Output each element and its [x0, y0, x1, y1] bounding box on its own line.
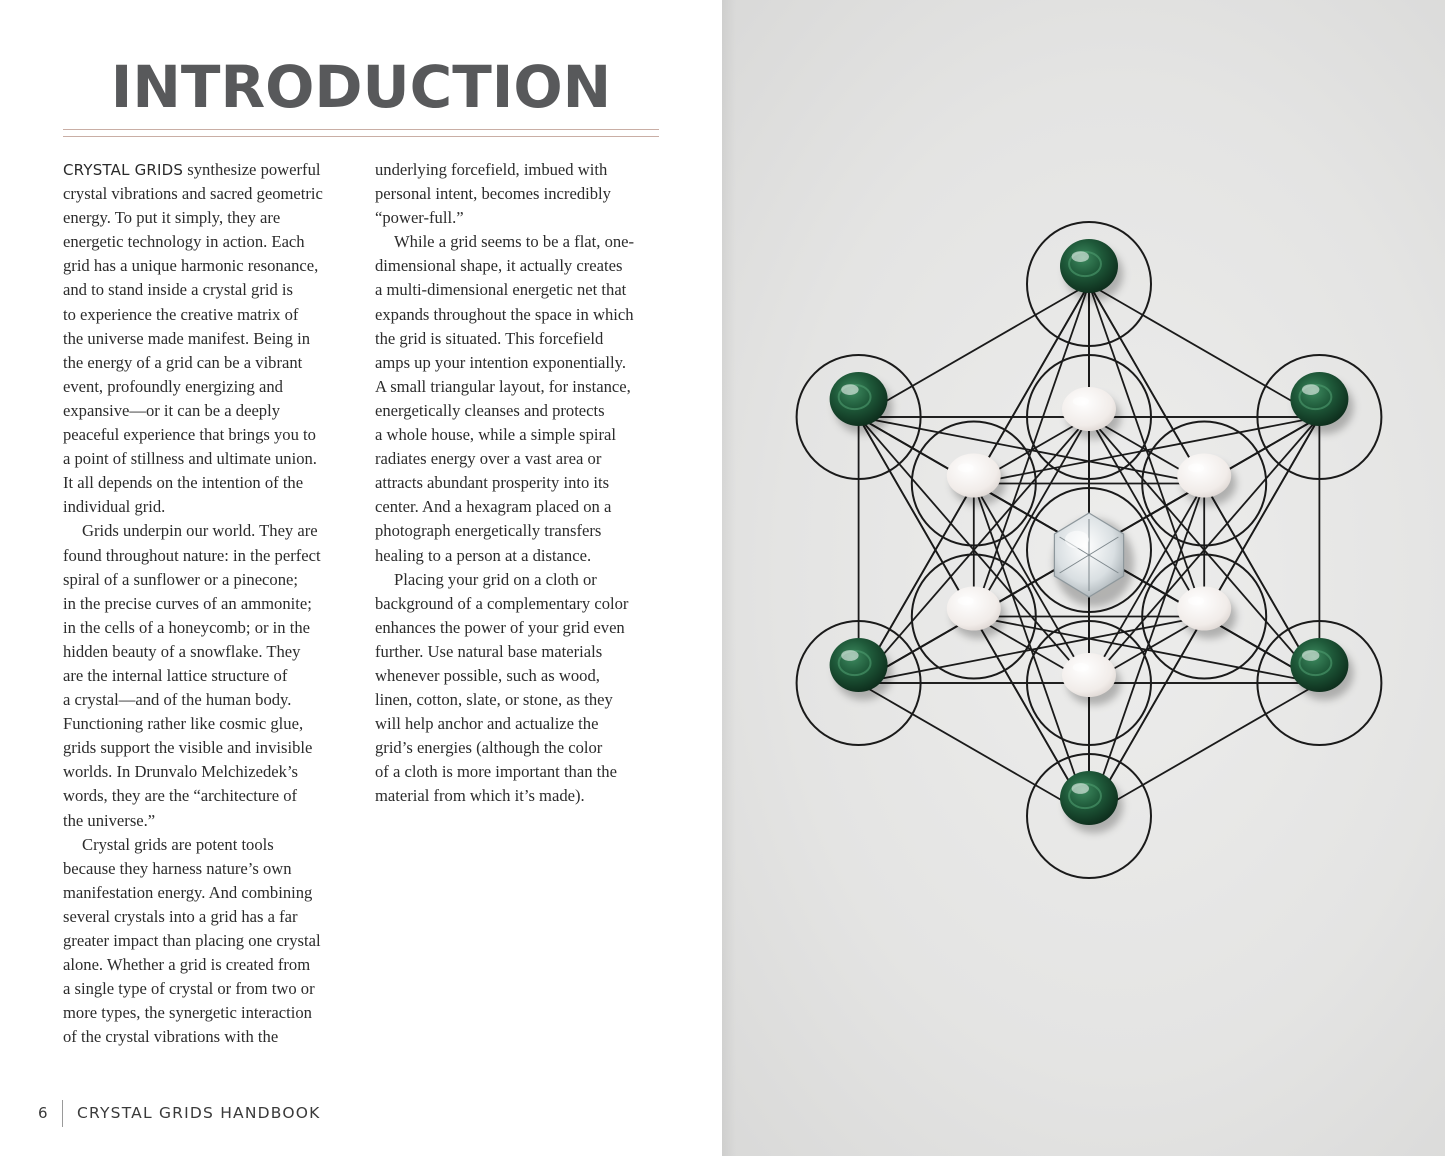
- text-run: a point of stillness and ultimate union.: [63, 449, 317, 469]
- text-line: [63, 905, 348, 929]
- text-line: [63, 857, 348, 881]
- text-run: grids support the visible and invisible: [63, 738, 313, 758]
- text-line: [375, 640, 665, 664]
- text-run: words, they are the “architecture of: [63, 786, 298, 806]
- text-run: amps up your intention exponentially.: [375, 352, 627, 372]
- text-line: [375, 447, 665, 471]
- footer-divider: [62, 1100, 63, 1127]
- text-run: crystal vibrations and sacred geometric: [63, 184, 323, 204]
- text-line: [63, 616, 348, 640]
- text-run: dimensional shape, it actually creates: [375, 256, 623, 276]
- body-column-right: [375, 158, 665, 809]
- text-run: the universe.”: [63, 810, 156, 830]
- text-line: [375, 784, 665, 808]
- page-title: INTRODUCTION: [110, 53, 612, 121]
- text-line: [63, 303, 348, 327]
- text-run: alone. Whether a grid is created from: [63, 955, 311, 975]
- text-run: linen, cotton, slate, or stone, as they: [375, 690, 613, 710]
- text-line: [375, 158, 665, 182]
- text-line: [375, 206, 665, 230]
- text-run: background of a complementary color: [375, 593, 629, 613]
- text-run: energetic technology in action. Each: [63, 232, 305, 252]
- malachite-stone: [1060, 771, 1123, 833]
- text-line: [63, 568, 348, 592]
- text-line: [63, 953, 348, 977]
- text-line: [63, 664, 348, 688]
- text-line: [63, 495, 348, 519]
- text-line: [375, 568, 665, 592]
- body-column-left: [63, 158, 348, 1049]
- text-line: [63, 351, 348, 375]
- grid-line: [859, 284, 1089, 417]
- text-line: [375, 519, 665, 543]
- text-line: [63, 471, 348, 495]
- text-run: spiral of a sunflower or a pinecone;: [63, 569, 298, 589]
- heading-rule-bottom: [63, 136, 659, 137]
- white-stone: [947, 454, 1006, 506]
- text-line: [375, 664, 665, 688]
- text-run: Functioning rather like cosmic glue,: [63, 714, 304, 734]
- white-stone: [947, 587, 1006, 639]
- text-line: [375, 592, 665, 616]
- text-line: [63, 206, 348, 230]
- text-line: [63, 1001, 348, 1025]
- text-run: It all depends on the intention of the: [63, 473, 304, 493]
- text-line: [375, 544, 665, 568]
- text-line: [63, 592, 348, 616]
- text-run: and to stand inside a crystal grid is: [63, 280, 293, 300]
- grid-stones: [830, 239, 1354, 833]
- text-run: greater impact than placing one crystal: [63, 931, 321, 950]
- heading-rule-top: [63, 129, 659, 130]
- text-run: the universe made manifest. Being in: [63, 328, 310, 348]
- text-line: [375, 495, 665, 519]
- text-line: [375, 760, 665, 784]
- text-run: radiates energy over a vast area or: [375, 449, 602, 469]
- white-stone: [1177, 587, 1236, 639]
- text-run: are the internal lattice structure of: [63, 665, 288, 685]
- text-line: [375, 375, 665, 399]
- text-line: [63, 833, 348, 857]
- text-line: [63, 760, 348, 784]
- text-line: [63, 688, 348, 712]
- text-run: in the cells of a honeycomb; or in the: [63, 617, 310, 637]
- malachite-stone: [830, 638, 893, 700]
- text-line: [63, 519, 348, 543]
- text-run: the grid is situated. This forcefield: [375, 328, 604, 348]
- text-line: [375, 182, 665, 206]
- text-run: photograph energetically transfers: [375, 521, 602, 541]
- grid-line: [1089, 683, 1319, 816]
- text-run: energy. To put it simply, they are: [63, 208, 281, 228]
- grid-line: [859, 683, 1089, 816]
- text-line: [63, 447, 348, 471]
- text-run: whenever possible, such as wood,: [375, 665, 600, 685]
- text-line: [375, 616, 665, 640]
- text-run: While a grid seems to be a flat, one-: [394, 232, 635, 252]
- malachite-stone: [830, 372, 893, 434]
- text-line: [63, 254, 348, 278]
- text-run: Placing your grid on a cloth or: [394, 569, 597, 589]
- text-run: hidden beauty of a snowflake. They: [63, 641, 301, 661]
- text-line: [63, 423, 348, 447]
- text-run: event, profoundly energizing and: [63, 376, 283, 396]
- text-line: [375, 327, 665, 351]
- text-line: [63, 809, 348, 833]
- text-run: synthesize powerful: [183, 160, 321, 179]
- text-run: further. Use natural base materials: [375, 641, 603, 661]
- text-run: individual grid.: [63, 497, 166, 517]
- malachite-stone: [1290, 372, 1353, 434]
- text-run: a single type of crystal or from two or: [63, 979, 315, 999]
- text-run: “power-full.”: [375, 208, 464, 228]
- text-run: material from which it’s made).: [375, 786, 585, 806]
- text-run: found throughout nature: in the perfect: [63, 545, 321, 565]
- text-run: because they harness nature’s own: [63, 858, 292, 878]
- text-run: will help anchor and actualize the: [375, 714, 599, 734]
- text-line: [63, 640, 348, 664]
- text-run: center. And a hexagram placed on a: [375, 497, 612, 517]
- clear-quartz-stone: [1054, 513, 1134, 607]
- text-line: [375, 736, 665, 760]
- right-page: [722, 0, 1445, 1156]
- text-line: [63, 881, 348, 905]
- text-run: a crystal—and of the human body.: [63, 690, 292, 710]
- text-line: [63, 544, 348, 568]
- text-run: energetically cleanses and protects: [375, 400, 605, 420]
- text-run: expansive—or it can be a deeply: [63, 400, 281, 420]
- text-run: to experience the creative matrix of: [63, 304, 299, 324]
- text-line: [375, 471, 665, 495]
- text-line: [375, 423, 665, 447]
- malachite-stone: [1060, 239, 1123, 301]
- malachite-stone: [1290, 638, 1353, 700]
- text-run: a whole house, while a simple spiral: [375, 425, 617, 445]
- text-run: of the crystal vibrations with the: [63, 1027, 279, 1047]
- text-line: [375, 712, 665, 736]
- text-line: [63, 375, 348, 399]
- text-line: [63, 929, 348, 953]
- text-line: [63, 399, 348, 423]
- lead-in-caps: CRYSTAL GRIDS: [63, 161, 184, 179]
- text-line: [375, 351, 665, 375]
- text-run: healing to a person at a distance.: [375, 545, 592, 565]
- text-run: grid has a unique harmonic resonance,: [63, 256, 319, 276]
- white-stone: [1177, 454, 1236, 506]
- text-line: [375, 688, 665, 712]
- text-line: [63, 182, 348, 206]
- gutter-shadow: [722, 0, 736, 1156]
- text-line: [63, 230, 348, 254]
- text-line: [375, 230, 665, 254]
- text-line: [63, 736, 348, 760]
- running-title: CRYSTAL GRIDS HANDBOOK: [77, 1104, 321, 1122]
- text-run: attracts abundant prosperity into its: [375, 473, 610, 493]
- text-line: [63, 784, 348, 808]
- text-line: [375, 303, 665, 327]
- text-run: grid’s energies (although the color: [375, 738, 603, 758]
- text-run: worlds. In Drunvalo Melchizedek’s: [63, 762, 299, 782]
- crystal-grid-photo: [722, 0, 1445, 1156]
- text-run: manifestation energy. And combining: [63, 882, 313, 902]
- text-line: [63, 158, 348, 182]
- white-stone: [1062, 387, 1121, 439]
- text-run: enhances the power of your grid even: [375, 617, 625, 637]
- left-page: [0, 0, 722, 1156]
- text-run: the energy of a grid can be a vibrant: [63, 352, 303, 372]
- text-run: a multi-dimensional energetic net that: [375, 280, 627, 300]
- text-run: in the precise curves of an ammonite;: [63, 593, 312, 613]
- page-number: 6: [38, 1104, 48, 1122]
- text-run: expands throughout the space in which: [375, 304, 634, 324]
- text-line: [63, 278, 348, 302]
- text-line: [375, 278, 665, 302]
- text-run: of a cloth is more important than the: [375, 762, 617, 782]
- text-run: several crystals into a grid has a far: [63, 906, 298, 926]
- text-run: peaceful experience that brings you to: [63, 425, 316, 445]
- text-run: Crystal grids are potent tools: [82, 834, 274, 854]
- text-line: [375, 254, 665, 278]
- grid-line: [1089, 284, 1319, 417]
- white-stone: [1062, 653, 1121, 705]
- text-line: [63, 1025, 348, 1049]
- text-run: more types, the synergetic interaction: [63, 1003, 312, 1023]
- text-run: Grids underpin our world. They are: [82, 521, 318, 541]
- text-line: [63, 327, 348, 351]
- text-line: [375, 399, 665, 423]
- text-run: A small triangular layout, for instance,: [375, 376, 631, 396]
- text-run: personal intent, becomes incredibly: [375, 184, 611, 204]
- text-run: underlying forcefield, imbued with: [375, 160, 608, 179]
- text-line: [63, 977, 348, 1001]
- text-line: [63, 712, 348, 736]
